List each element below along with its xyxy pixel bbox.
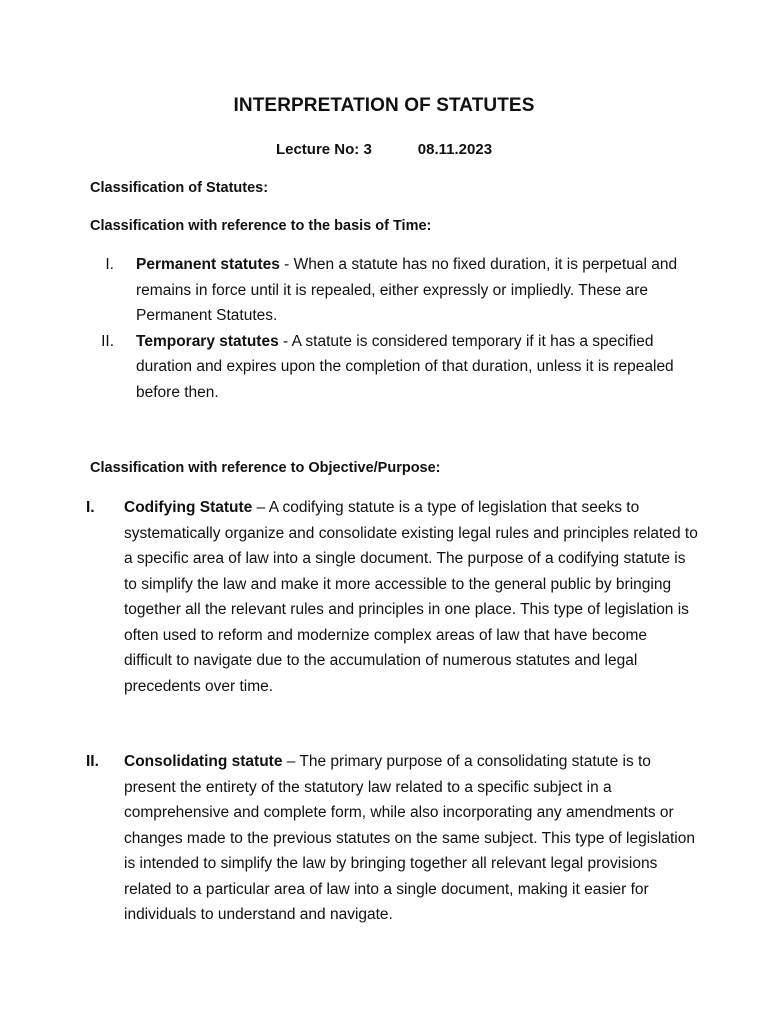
lecture-number: Lecture No: 3 (275, 141, 372, 158)
definition-text: - When a statute has no fixed duration, it is perpetual and remains in force until it is repealed, either expressly or impliedly. These are Permanent Statutes. (136, 256, 678, 324)
term-consolidating-statute: Consolidating statute (124, 753, 283, 770)
definition-text: – A codifying statute is a type of legislation that seeks to systematically organize and consolidate existing legal rules and principles related to a specific area of law into a single document. The purpose of a codifying statute is to simplify the law and make it more accessible to the general public by bringing together all the relevant rules and principles in one place. This type of legislation is often used to reform and modernize complex areas of law that have become difficult to navigate due to the accumulation of numerous statutes and legal precedents over time. (124, 499, 698, 695)
purpose-classification-list-continued (86, 749, 699, 928)
definition-text: – The primary purpose of a consolidating statute is to present the entirety of the statutory law related to a specific subject in a comprehensive and complete form, while also incorporating any amendments or changes made to the previous statutes on the same subject. This type of legislation is intended to simplify the law by bringing together all relevant legal provisions related to a particular area of law into a single document, making it easier for individuals to understand and navigate. (124, 753, 695, 923)
list-marker: II. (101, 332, 114, 350)
section-heading: Classification of Statutes: (90, 180, 269, 196)
term-codifying-statute: Codifying Statute (124, 499, 253, 516)
list-marker: I. (105, 256, 114, 273)
term-permanent-statutes: Permanent statutes (136, 256, 280, 273)
list-marker: II. (86, 753, 99, 770)
definition-text: - A statute is considered temporary if it has a specified duration and expires upon the completion of that duration, unless it is repealed before then. (136, 332, 674, 401)
purpose-classification-list (86, 495, 699, 699)
list-item-codifying (86, 495, 699, 699)
purpose-classification-heading: Classification with reference to Objective/Purpose: (90, 460, 441, 476)
time-classification-list (101, 252, 696, 405)
time-classification-heading: Classification with reference to the basis of Time: (90, 218, 432, 234)
list-item-consolidating (86, 749, 699, 928)
lecture-date: 08.11.2023 (417, 141, 493, 158)
list-item-temporary (101, 329, 696, 406)
list-marker: I. (86, 499, 95, 516)
term-temporary-statutes: Temporary statutes (136, 332, 279, 350)
lecture-info (0, 141, 768, 158)
document-title: INTERPRETATION OF STATUTES (233, 95, 535, 116)
list-item-permanent (105, 252, 696, 329)
